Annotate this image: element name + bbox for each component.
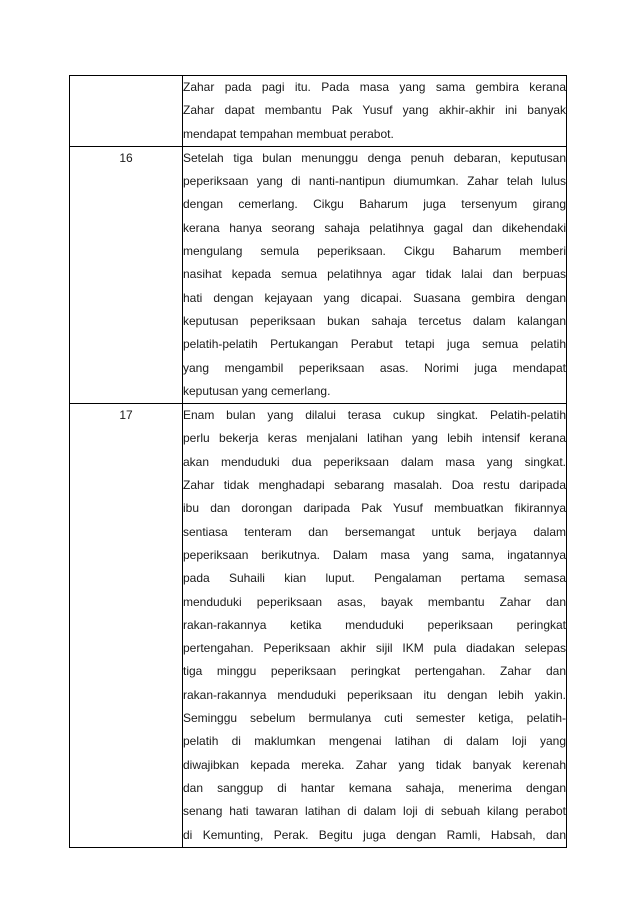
text-line: Seminggu sebelum bermulanya cuti semester ketiga, pelatih- <box>183 711 566 726</box>
text-line: tiga minggu peperiksaan peringkat pertengahan. Zahar dan <box>183 664 566 679</box>
content-table <box>69 75 567 848</box>
text-line: rakan-rakannya ketika menduduki peperiksaan peringkat <box>183 617 566 632</box>
text-line: senang hati tawaran latihan di dalam loji di sebuah kilang perabot <box>183 804 566 819</box>
text-line: peperiksaan berikutnya. Dalam masa yang sama, ingatannya <box>183 547 566 562</box>
row-number <box>70 76 183 147</box>
row-text <box>183 76 567 147</box>
text-line: Zahar pada pagi itu. Pada masa yang sama gembira kerana <box>183 80 566 94</box>
row-number: 17 <box>70 404 183 848</box>
text-line: pada Suhaili kian luput. Pengalaman pertama semasa <box>183 571 566 586</box>
table-row <box>70 404 567 848</box>
table-body <box>70 76 567 848</box>
text-line: perlu bekerja keras menjalani latihan yang lebih intensif kerana <box>183 431 566 446</box>
text-line: mengulang semula peperiksaan. Cikgu Baharum memberi <box>183 244 566 259</box>
row-text <box>183 404 567 848</box>
text-line: dengan cemerlang. Cikgu Baharum juga tersenyum girang <box>183 197 566 212</box>
table-row <box>70 76 567 147</box>
text-line: nasihat kepada semua pelatihnya agar tidak lalai dan berpuas <box>183 267 566 282</box>
text-line: diwajibkan kepada mereka. Zahar yang tidak banyak kerenah <box>183 757 566 772</box>
text-line: hati dengan kejayaan yang dicapai. Suasana gembira dengan <box>183 290 566 305</box>
text-line: pertengahan. Peperiksaan akhir sijil IKM pula diadakan selepas <box>183 641 566 656</box>
row-text <box>183 146 567 403</box>
text-line: keputusan yang cemerlang. <box>183 383 331 398</box>
table-row <box>70 146 567 403</box>
text-line: dan sanggup di hantar kemana sahaja, menerima dengan <box>183 780 566 795</box>
text-line: Enam bulan yang dilalui terasa cukup singkat. Pelatih-pelatih <box>183 408 566 423</box>
row-number: 16 <box>70 146 183 403</box>
text-line: keputusan peperiksaan bukan sahaja tercetus dalam kalangan <box>183 313 566 328</box>
text-line: Zahar dapat membantu Pak Yusuf yang akhir-akhir ini banyak <box>183 103 566 118</box>
text-line: yang mengambil peperiksaan asas. Norimi juga mendapat <box>183 360 566 375</box>
text-line: di Kemunting, Perak. Begitu juga dengan Ramli, Habsah, dan <box>183 827 566 842</box>
text-line: Setelah tiga bulan menunggu denga penuh debaran, keputusan <box>183 150 566 165</box>
text-line: akan menduduki dua peperiksaan dalam masa yang singkat. <box>183 454 566 469</box>
text-line: Zahar tidak menghadapi sebarang masalah. Doa restu daripada <box>183 478 566 493</box>
text-line: ibu dan dorongan daripada Pak Yusuf membuatkan fikirannya <box>183 501 566 516</box>
text-line: menduduki peperiksaan asas, bayak membantu Zahar dan <box>183 594 566 609</box>
text-line: peperiksaan yang di nanti-nantipun diumumkan. Zahar telah lulus <box>183 174 566 189</box>
text-line: pelatih-pelatih Pertukangan Perabut tetapi juga semua pelatih <box>183 337 566 352</box>
text-line: rakan-rakannya menduduki peperiksaan itu dengan lebih yakin. <box>183 687 566 702</box>
text-line: sentiasa tenteram dan bersemangat untuk berjaya dalam <box>183 524 566 539</box>
text-line: kerana hanya seorang sahaja pelatihnya gagal dan dikehendaki <box>183 220 566 235</box>
text-line: pelatih di maklumkan mengenai latihan di dalam loji yang <box>183 734 566 749</box>
text-line: mendapat tempahan membuat perabot. <box>183 126 394 141</box>
